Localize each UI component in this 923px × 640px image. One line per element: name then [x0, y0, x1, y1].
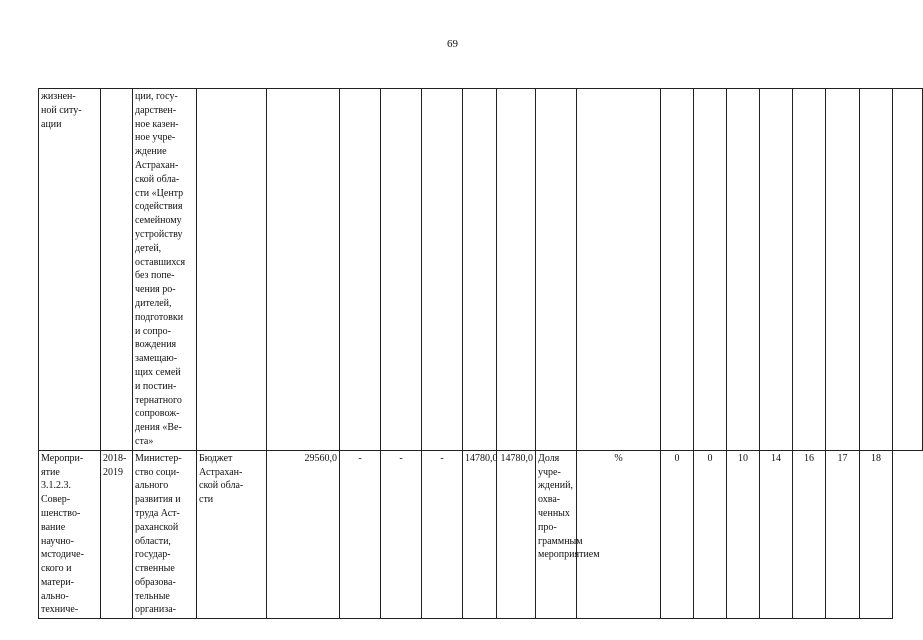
- text-line: дарствен-: [135, 104, 177, 116]
- text-line: 3.1.2.3.: [41, 480, 71, 492]
- cell-years: [101, 450, 133, 619]
- text-line: техниче-: [41, 604, 79, 616]
- text-line: ального: [135, 480, 169, 492]
- cell-years: [101, 89, 133, 451]
- cell-value: 17: [826, 450, 860, 619]
- text-line: шенство-: [41, 507, 81, 519]
- cell-indicator: [536, 450, 600, 619]
- cell-year: [381, 89, 422, 451]
- text-line: развития и: [135, 494, 181, 506]
- text-line: государ-: [135, 549, 171, 561]
- text-line: Астрахан-: [135, 159, 179, 171]
- text-line: тернатного: [135, 394, 182, 406]
- text-line: детей,: [135, 242, 162, 254]
- cell-year: 14780,0: [463, 450, 497, 619]
- text-line: вождения: [135, 339, 177, 351]
- text-line: ственные: [135, 563, 175, 575]
- cell-unit: %: [577, 450, 661, 619]
- cell-year: [463, 89, 497, 451]
- cell-unit: [661, 89, 694, 451]
- cell-name: [39, 450, 101, 619]
- text-line: ство соци-: [135, 466, 180, 478]
- text-line: 2018-: [103, 452, 127, 464]
- cell-year: -: [340, 450, 381, 619]
- text-line: Доля учре-: [538, 452, 561, 478]
- text-line: научно-: [41, 535, 74, 547]
- text-line: дения «Ве-: [135, 422, 182, 434]
- cell-total: 29560,0: [267, 450, 340, 619]
- cell-value: 18: [860, 450, 893, 619]
- text-line: содействия: [135, 201, 183, 213]
- cell-executor: [133, 450, 197, 619]
- text-line: ской обла-: [135, 173, 180, 185]
- text-line: ции, госу-: [135, 91, 178, 102]
- text-line: образова-: [135, 576, 176, 588]
- cell-source: [197, 450, 267, 619]
- cell-year: [422, 89, 463, 451]
- text-line: оставшихся: [135, 256, 186, 268]
- text-line: ятие: [41, 466, 60, 478]
- cell-value: [694, 89, 727, 451]
- cell-value: [793, 89, 826, 451]
- cell-value: 10: [727, 450, 760, 619]
- cell-value: [760, 89, 793, 451]
- text-line: подготовки: [135, 311, 184, 323]
- cell-year: -: [381, 450, 422, 619]
- cell-year: -: [422, 450, 463, 619]
- text-line: организа-: [135, 604, 176, 616]
- cell-value: 0: [661, 450, 694, 619]
- text-line: труда Аст-: [135, 507, 180, 519]
- cell-executor: [133, 89, 197, 451]
- cell-year: [340, 89, 381, 451]
- text-line: и сопро-: [135, 325, 171, 337]
- text-line: мероприятием: [538, 549, 600, 561]
- cell-total: [267, 89, 340, 451]
- text-line: жизнен-: [41, 91, 76, 102]
- cell-value: 0: [694, 450, 727, 619]
- cell-year: [536, 89, 577, 451]
- cell-value: [826, 89, 860, 451]
- text-line: сти «Центр: [135, 187, 184, 199]
- cell-year: 14780,0: [497, 450, 536, 619]
- text-line: дителей,: [135, 297, 172, 309]
- text-line: ждений, охва-: [538, 480, 573, 506]
- text-line: вание: [41, 521, 66, 533]
- text-line: тельные: [135, 590, 170, 602]
- text-line: ского и: [41, 563, 72, 575]
- text-line: области,: [135, 535, 171, 547]
- text-line: Совер-: [41, 494, 71, 506]
- text-line: раханской: [135, 521, 179, 533]
- text-line: замещаю-: [135, 353, 178, 365]
- table-row: [39, 450, 923, 619]
- text-line: матери-: [41, 576, 74, 588]
- table-row: [39, 89, 923, 451]
- text-line: мстодиче-: [41, 549, 84, 561]
- cell-year: [497, 89, 536, 451]
- text-line: устройству: [135, 228, 183, 240]
- text-line: ной ситу-: [41, 104, 82, 116]
- text-line: Министер-: [135, 452, 182, 464]
- text-line: 2019: [103, 466, 123, 478]
- text-line: ской обла-: [199, 480, 244, 492]
- text-line: ждение: [135, 146, 167, 158]
- text-line: семейному: [135, 215, 182, 227]
- text-line: ально-: [41, 590, 69, 602]
- cell-value: 16: [793, 450, 826, 619]
- text-line: и постин-: [135, 380, 177, 392]
- cell-value: 14: [760, 450, 793, 619]
- text-line: ации: [41, 118, 62, 130]
- cell-name: [39, 89, 101, 451]
- cell-indicator: [577, 89, 661, 451]
- text-line: чения ро-: [135, 284, 176, 296]
- cell-value: [727, 89, 760, 451]
- text-line: сти: [199, 494, 214, 506]
- text-line: Астрахан-: [199, 466, 243, 478]
- page-number: 69: [447, 38, 458, 50]
- text-line: щих семей: [135, 366, 181, 378]
- cell-value: [860, 89, 893, 451]
- text-line: ное учре-: [135, 132, 176, 144]
- text-line: Меропри-: [41, 452, 84, 464]
- text-line: Бюджет: [199, 452, 233, 464]
- text-line: ста»: [135, 435, 154, 447]
- cell-source: [197, 89, 267, 451]
- text-line: без попе-: [135, 270, 175, 282]
- text-line: ное казен-: [135, 118, 179, 130]
- text-line: ченных про-: [538, 507, 570, 533]
- cell-value: [893, 89, 923, 451]
- text-line: сопровож-: [135, 408, 180, 420]
- text-line: граммным: [538, 535, 583, 547]
- program-table: [38, 88, 923, 619]
